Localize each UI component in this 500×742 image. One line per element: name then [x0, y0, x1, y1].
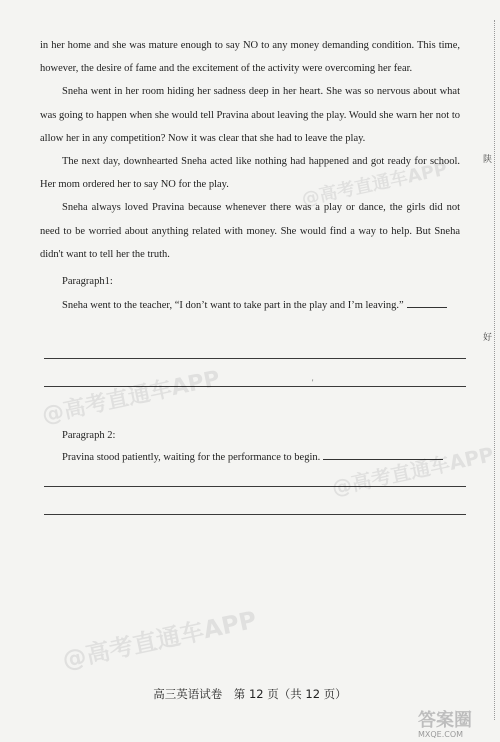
- paragraph-1-start: [62, 298, 462, 311]
- watermark-4: @高考直通车APP: [59, 605, 260, 675]
- stray-mark: ': [312, 378, 314, 387]
- paragraph-1-label: Paragraph1:: [62, 276, 113, 287]
- binding-edge-line: [494, 20, 495, 720]
- paragraph-2-start-text: Pravina stood patiently, waiting for the performance to begin.: [62, 452, 321, 463]
- edge-mark-1: 陕: [483, 155, 493, 165]
- paragraph-2-writing-line-2[interactable]: [44, 514, 466, 515]
- paragraph-1-start-text: Sneha went to the teacher, “I don’t want to take part in the play and I’m leaving.”: [62, 300, 404, 311]
- watermark-3: @高考直通车APP: [329, 442, 496, 500]
- paragraph-1-writing-line-1[interactable]: [44, 358, 466, 359]
- logo-mark: 答案圈: [418, 710, 472, 731]
- watermark-2: @高考直通车APP: [39, 366, 223, 429]
- logo-url: MXQE.COM: [418, 730, 464, 739]
- page-footer: 高三英语试卷 第 12 页（共 12 页）: [153, 687, 347, 701]
- paragraph-1-blank[interactable]: [407, 298, 447, 308]
- watermark-1: @高考直通车APP: [299, 158, 450, 211]
- story-paragraph-1: in her home and she was mature enough to say NO to any money demanding condition. This time, however, the desire of fame and the excitement of the activity were overcoming her fear.: [40, 40, 460, 75]
- story-paragraph-3: The next day, downhearted Sneha acted like nothing had happened and got ready for school. Her mom ordered her to say NO for the play.: [40, 156, 460, 191]
- paragraph-2-label: Paragraph 2:: [62, 430, 116, 441]
- edge-mark-2: 好: [483, 333, 493, 343]
- story-paragraph-4: Sneha always loved Pravina because whenever there was a play or dance, the girls did not need to be worried about anything related with money. She would find a way to help. But Sneha didn't want to tell her the truth.: [40, 202, 460, 260]
- story-text: [40, 34, 460, 266]
- site-logo: [418, 706, 498, 740]
- story-paragraph-2: Sneha went in her room hiding her sadness deep in her heart. She was so nervous about what was going to happen when she would tell Pravina about leaving the play. Would she warn her not to allow her in any competition? Now it was clear that she had to leave the play.: [40, 86, 460, 144]
